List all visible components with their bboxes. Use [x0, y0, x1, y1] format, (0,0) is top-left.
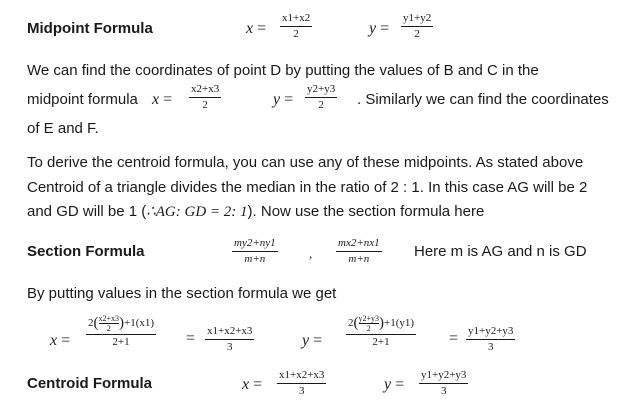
midpoint-x-fraction [280, 12, 312, 41]
para1-x-numerator: x2+x3 [191, 83, 220, 95]
centroid-heading: Centroid Formula [27, 375, 153, 392]
putting-y-result-num: y1+y2+y3 [468, 325, 514, 337]
section-comma: , [309, 246, 313, 261]
centroid-y-denominator: 3 [440, 385, 447, 397]
midpoint-heading: Midpoint Formula [27, 20, 153, 37]
para1-y-fraction [305, 83, 337, 112]
section-fraction-1 [232, 237, 278, 266]
section-f1-denominator: m+n [244, 253, 266, 265]
para2-line3-end: ). Now use the section formula here [247, 203, 485, 220]
putting-y-equation: y = [302, 332, 323, 349]
para1-x-var: x [152, 91, 160, 108]
putting-y-tail: +1(y1) [384, 317, 415, 329]
centroid-y-equation: y = [384, 376, 405, 393]
para1-x-denominator: 2 [202, 99, 208, 111]
midpoint-y-fraction [401, 12, 433, 41]
midpoint-y-var: y [369, 20, 377, 37]
para1-y-equation: y = [273, 91, 294, 108]
para2-line1: To derive the centroid formula, you can use any of these midpoints. As stated above [27, 154, 584, 171]
putting-x-var: x [50, 332, 58, 349]
putting-x-tail: +1(x1) [124, 317, 155, 329]
putting-y-inner-fraction [359, 314, 380, 333]
section-f2-denominator: m+n [348, 253, 370, 265]
putting-x-inner-fraction [99, 314, 120, 333]
para1-line1: We can find the coordinates of point D by putting the values of B and C in the [27, 62, 539, 79]
putting-y-coef: 2 [348, 317, 354, 329]
section-f2-numerator: mx2+nx1 [338, 237, 380, 249]
putting-x-big-denominator: 2+1 [112, 336, 130, 348]
centroid-y-var: y [384, 376, 392, 393]
centroid-x-numerator: x1+x2+x3 [279, 369, 325, 381]
section-fraction-2 [336, 237, 382, 266]
para1-x-equation: x = [152, 91, 173, 108]
para1-y-var: y [273, 91, 281, 108]
para2-line2: Centroid of a triangle divides the median in the ratio of 2 : 1. In this case AG will be 2 [27, 179, 588, 196]
putting-y-big-fraction [346, 314, 416, 349]
centroid-x-denominator: 3 [298, 385, 305, 397]
putting-y-big-numerator: 2 ( y2+y3 2 ) +1(y1) [348, 314, 415, 333]
putting-y-big-denominator: 2+1 [372, 336, 390, 348]
centroid-x-equation: x = [242, 376, 263, 393]
putting-y-equals: = [449, 330, 459, 347]
para1-line2-end: . Similarly we can find the coordinates [357, 91, 609, 108]
para2-line3 [27, 202, 484, 222]
midpoint-x-equation: x = [246, 20, 267, 37]
para2-ratio-math: ∴AG: GD = 2: 1 [146, 204, 248, 220]
section-heading: Section Formula [27, 243, 145, 260]
centroid-y-numerator: y1+y2+y3 [421, 369, 467, 381]
putting-x-equals: = [186, 330, 196, 347]
putting-y-result-den: 3 [487, 341, 494, 353]
putting-x-big-numerator: 2 ( x2+x3 2 ) +1(x1) [88, 314, 155, 333]
putting-y-inner-num: y2+y3 [358, 314, 380, 323]
section-note: Here m is AG and n is GD [414, 243, 587, 260]
putting-x-coef: 2 [88, 317, 94, 329]
putting-x-big-fraction [86, 314, 156, 349]
section-f1-numerator: my2+ny1 [234, 237, 276, 249]
midpoint-y-numerator: y1+y2 [403, 12, 432, 24]
putting-x-result-den: 3 [226, 341, 233, 353]
putting-y-var: y [302, 332, 310, 349]
midpoint-x-var: x [246, 20, 254, 37]
putting-x-result-num: x1+x2+x3 [207, 325, 253, 337]
midpoint-x-numerator: x1+x2 [282, 12, 311, 24]
centroid-y-fraction [419, 369, 468, 398]
para1-y-denominator: 2 [318, 99, 324, 111]
midpoint-x-denominator: 2 [293, 28, 299, 40]
putting-x-inner-den: 2 [106, 324, 111, 333]
para1-line3: of E and F. [27, 120, 99, 137]
putting-x-inner-num: x2+x3 [98, 314, 120, 323]
putting-x-result-fraction [205, 325, 254, 354]
para1-y-numerator: y2+y3 [307, 83, 336, 95]
putting-y-result-fraction [466, 325, 515, 354]
midpoint-y-equation: y = [369, 20, 390, 37]
putting-text: By putting values in the section formula we get [27, 285, 337, 302]
centroid-x-var: x [242, 376, 250, 393]
putting-x-equation: x = [50, 332, 71, 349]
para1-x-fraction [189, 83, 221, 112]
midpoint-y-denominator: 2 [414, 28, 420, 40]
centroid-x-fraction [277, 369, 326, 398]
para2-line3-start: and GD will be 1 ( [27, 203, 147, 220]
putting-y-inner-den: 2 [366, 324, 371, 333]
para1-line2-start: midpoint formula [27, 91, 138, 108]
